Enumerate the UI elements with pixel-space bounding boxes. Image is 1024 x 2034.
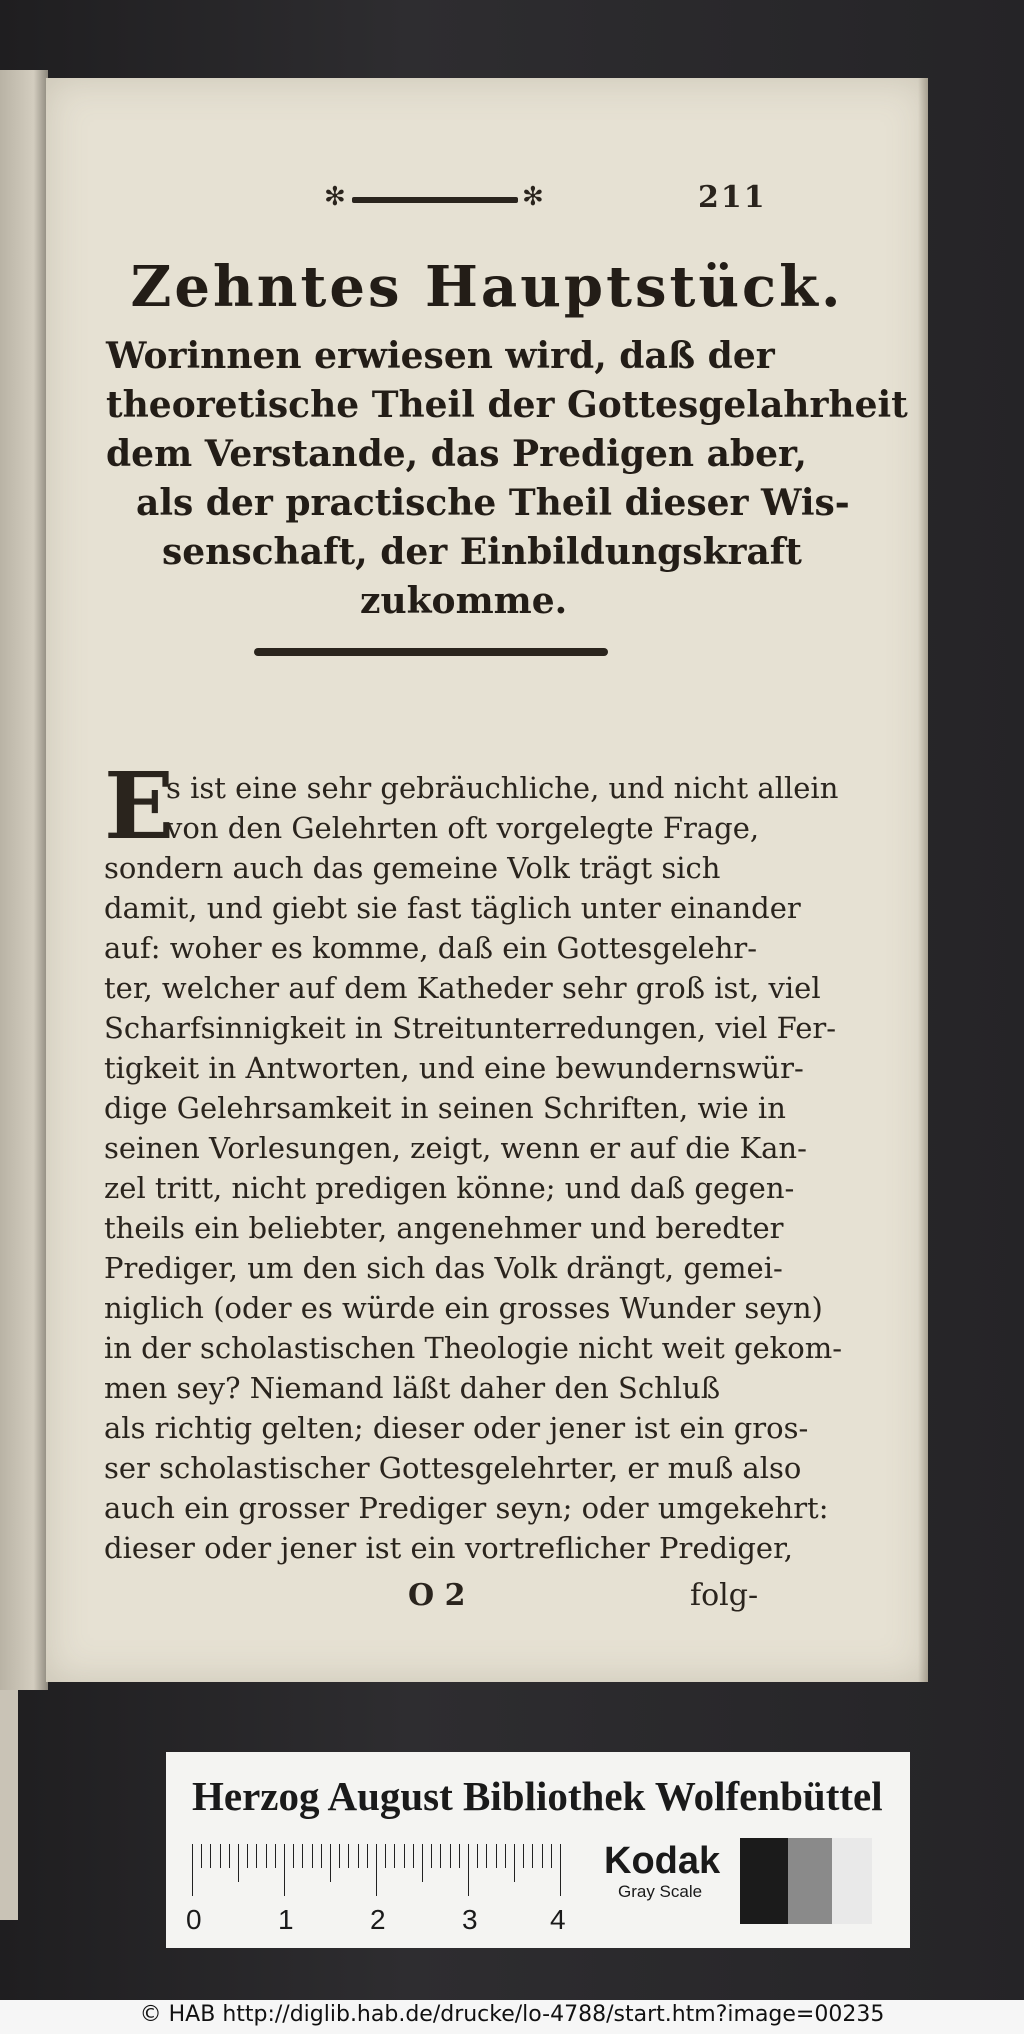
ruler-tick xyxy=(210,1844,211,1868)
text-line: seinen Vorlesungen, zeigt, wenn er auf die Kan- xyxy=(104,1131,807,1165)
running-head xyxy=(46,180,928,220)
ruler-tick xyxy=(247,1844,248,1868)
ruler-tick xyxy=(229,1844,230,1868)
ruler-tick xyxy=(422,1844,423,1882)
ruler-tick xyxy=(348,1844,349,1868)
ruler-number: 0 xyxy=(186,1904,202,1935)
catchword: folg- xyxy=(690,1578,759,1613)
page-number: 211 xyxy=(698,180,767,215)
ruler-tick xyxy=(542,1844,543,1868)
ruler-tick xyxy=(293,1844,294,1868)
ruler-tick xyxy=(532,1844,533,1868)
ruler-tick xyxy=(339,1844,340,1868)
facing-page-edge xyxy=(0,70,48,1690)
ornament-star-right-icon: ✻ xyxy=(522,182,544,212)
text-line: in der scholastischen Theologie nicht weit gekom- xyxy=(104,1331,842,1365)
ruler-tick xyxy=(302,1844,303,1868)
subtitle-line: theoretische Theil der Gottesgelahrheit xyxy=(106,384,908,426)
gray-swatch-black xyxy=(740,1838,788,1924)
ruler-tick xyxy=(514,1844,515,1882)
page-foot xyxy=(46,1578,928,1618)
gray-swatch-mid xyxy=(788,1838,832,1924)
text-line: men sey? Niemand läßt daher den Schluß xyxy=(104,1371,721,1405)
text-line: s ist eine sehr gebräuchliche, und nicht allein xyxy=(166,771,839,805)
text-line: auch ein grosser Prediger seyn; oder umgekehrt: xyxy=(104,1491,829,1525)
subtitle-line: senschaft, der Einbildungskraft xyxy=(162,531,802,573)
gray-scale-label: Gray Scale xyxy=(618,1882,703,1901)
body-text xyxy=(104,768,842,1568)
ruler-tick xyxy=(431,1844,432,1868)
ruler-tick xyxy=(459,1844,460,1868)
ruler-number: 2 xyxy=(370,1904,386,1935)
text-line: dige Gelehrsamkeit in seinen Schriften, wie in xyxy=(104,1091,786,1125)
library-name: Herzog August Bibliothek Wolfenbüttel xyxy=(192,1773,883,1819)
text-line: von den Gelehrten oft vorgelegte Frage, xyxy=(166,811,760,845)
ruler-tick xyxy=(496,1844,497,1868)
chapter-title: Zehntes Hauptstück. xyxy=(130,254,844,320)
ruler-tick xyxy=(266,1844,267,1868)
gray-swatch-white xyxy=(832,1838,872,1924)
ornament-bar xyxy=(352,197,518,203)
facing-page-lower-edge xyxy=(0,1690,18,1920)
ruler-tick xyxy=(404,1844,405,1868)
text-line: Scharfsinnigkeit in Streitunterredungen, viel Fer- xyxy=(104,1011,837,1045)
ruler-tick xyxy=(477,1844,478,1868)
ruler-tick xyxy=(201,1844,202,1868)
ruler-tick xyxy=(551,1844,552,1868)
text-line: ser scholastischer Gottesgelehrter, er muß also xyxy=(104,1451,802,1485)
subtitle-line: als der practische Theil dieser Wis- xyxy=(136,482,850,524)
subtitle-line: dem Verstande, das Predigen aber, xyxy=(106,433,807,475)
text-line: theils ein beliebter, angenehmer und beredter xyxy=(104,1211,784,1245)
ruler-tick xyxy=(523,1844,524,1868)
ruler-tick xyxy=(394,1844,395,1868)
ruler-tick xyxy=(284,1844,285,1896)
text-line: niglich (oder es würde ein grosses Wunder seyn) xyxy=(104,1291,823,1325)
text-line: damit, und giebt sie fast täglich unter einander xyxy=(104,891,801,925)
text-line: zel tritt, nicht predigen könne; und daß gegen- xyxy=(104,1171,795,1205)
ruler-tick xyxy=(413,1844,414,1868)
color-target-card xyxy=(166,1752,910,1948)
ruler-tick xyxy=(358,1844,359,1868)
ruler-tick xyxy=(220,1844,221,1868)
chapter-rule xyxy=(254,648,608,656)
text-line: sondern auch das gemeine Volk trägt sich xyxy=(104,851,721,885)
ruler-tick xyxy=(385,1844,386,1868)
ruler-tick xyxy=(367,1844,368,1868)
signature-mark: O 2 xyxy=(408,1578,466,1613)
ruler-tick xyxy=(321,1844,322,1868)
ruler-tick xyxy=(560,1844,561,1896)
header-ornament xyxy=(324,182,546,212)
chapter-subtitle xyxy=(106,332,908,626)
ruler-tick xyxy=(238,1844,239,1882)
ruler-tick xyxy=(275,1844,276,1868)
book-page xyxy=(46,78,928,1682)
drop-cap: E xyxy=(104,752,175,860)
text-line: als richtig gelten; dieser oder jener ist ein gros- xyxy=(104,1411,809,1445)
ruler-tick xyxy=(505,1844,506,1868)
ruler-tick xyxy=(440,1844,441,1868)
ruler-tick xyxy=(256,1844,257,1868)
ornament-star-left-icon: ✻ xyxy=(324,182,346,212)
ruler-tick xyxy=(376,1844,377,1896)
ruler-number: 3 xyxy=(462,1904,478,1935)
text-line: ter, welcher auf dem Katheder sehr groß ist, viel xyxy=(104,971,821,1005)
subtitle-line: Worinnen erwiesen wird, daß der xyxy=(106,335,775,377)
ruler-tick xyxy=(312,1844,313,1868)
ruler-number: 4 xyxy=(550,1904,566,1935)
text-line: tigkeit in Antworten, und eine bewundernswür- xyxy=(104,1051,804,1085)
subtitle-line: zukomme. xyxy=(360,580,568,622)
credit-bar xyxy=(0,2000,1024,2034)
ruler-tick xyxy=(468,1844,469,1896)
text-line: auf: woher es komme, daß ein Gottesgelehr- xyxy=(104,931,758,965)
ruler-tick xyxy=(192,1844,193,1896)
text-line: Prediger, um den sich das Volk drängt, gemei- xyxy=(104,1251,783,1285)
ruler-number: 1 xyxy=(278,1904,294,1935)
copyright-credit: © HAB http://diglib.hab.de/drucke/lo-4788/start.htm?image=00235 xyxy=(139,2002,885,2027)
ruler-tick xyxy=(450,1844,451,1868)
ruler-tick xyxy=(486,1844,487,1868)
kodak-logo: Kodak xyxy=(604,1840,721,1882)
ruler-tick xyxy=(330,1844,331,1882)
text-line: dieser oder jener ist ein vortreflicher Prediger, xyxy=(104,1531,793,1565)
